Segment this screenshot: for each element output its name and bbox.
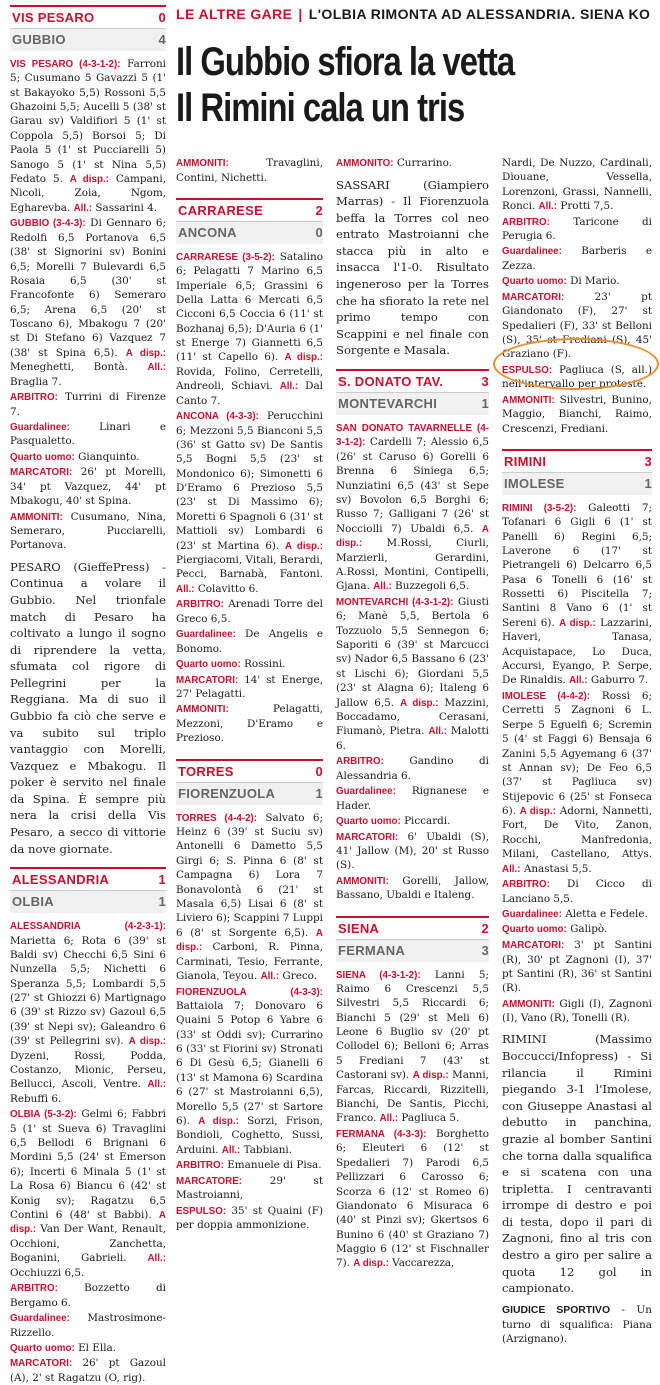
score: 2 xyxy=(481,920,489,936)
field-text: Borghetto 6; Eleuteri 6 (12' st Spedalieri 7) Parodi 6,5 Pellizzari 6 Carosso 6; Scorza 6 (12' st Romeo 6) Giandonato 6 Misuraca 6 (40' st Pinzi sv); Gkertsos 6 Bunino 6 (40' st Graziano 7) Maggio 6 (12' st Fischnaller 7). xyxy=(336,1127,490,1270)
match-report: PESARO (GieffePress) - Continua a volare il Gubbio. Nel trionfale match di Pesaro ha coltivato a lungo il sogno di riprendere la vetta, sfumata col rigore di Pellegrini per la Reggiana. Ma di suo il Gubbio fa ciò che serve e va subito sul triplo vantaggio con Morelli, Vazquez e Mbakogu. Il poker è servito nel finale da Spina. È sempre più nera la crisi della Vis Pesaro, a secco di vittorie da nove giornate. xyxy=(10,559,166,856)
field-label: All.: xyxy=(502,863,521,875)
field-text: Dyzeni, Rossi, Podda, Costanzo, Mionic, Perseu, Bellucci, Ascoli, Ventre. xyxy=(10,1049,166,1091)
field-label: ALESSANDRIA (4-2-3-1): xyxy=(10,921,166,933)
lineup-paragraph xyxy=(176,985,323,1158)
field-label: Quarto uomo: xyxy=(502,276,567,288)
field-label: AMMONITI: xyxy=(176,158,229,169)
field-text: GIUDICE SPORTIVO xyxy=(502,1304,611,1316)
field-text: Pagliuca 5. xyxy=(398,1112,460,1125)
field-text: Giusti 6; Manè 5,5, Bertola 6 Tozzuolo 5,5 Sennegon 6; Saporiti 6 (39' st Marcucci sv) Nador 6,5 Bassano 6 (23' st Lischi 6); Giordani 5,5 (23' st Alagna 6); Italeng 6 Jallow 6,5. xyxy=(336,595,489,709)
field-text: Gaburro 7. xyxy=(587,674,649,687)
lineup-paragraph xyxy=(336,421,489,594)
field-text: Occhiuzzi 6,5. xyxy=(10,1266,85,1279)
field-text: 6' Ubaldi (S), 41' Jallow (M), 20' st Russo (S). xyxy=(336,830,489,872)
match-info xyxy=(10,1356,166,1385)
team-name: FERMANA xyxy=(338,942,406,958)
match-info xyxy=(176,702,323,745)
section-kicker: LE ALTRE GARE xyxy=(176,6,293,22)
match-info xyxy=(502,922,652,937)
field-label: ARBITRO: xyxy=(176,599,224,611)
match-info xyxy=(502,244,652,273)
field-label: Quarto uomo: xyxy=(502,924,567,936)
lineup-paragraph xyxy=(336,1127,489,1271)
field-label: SIENA (4-3-1-2): xyxy=(336,969,421,981)
field-label: All.: xyxy=(147,1079,166,1091)
lineup-paragraph xyxy=(502,501,652,688)
field-text: Turrini di Firenze 7. xyxy=(10,391,166,418)
scoreboard-home xyxy=(502,449,652,473)
scoreboard-away xyxy=(176,783,323,805)
match-info xyxy=(10,465,166,508)
match-info xyxy=(10,1281,166,1310)
team-name: RIMINI xyxy=(504,453,547,469)
match-info xyxy=(502,393,652,436)
field-label: All.: xyxy=(221,1144,241,1156)
field-label: FERMANA (4-3-3): xyxy=(336,1128,427,1140)
field-text: Gandino di Alessandria 6. xyxy=(336,755,489,782)
field-label: A disp.: xyxy=(519,805,556,817)
field-text: Rignanese e Hader. xyxy=(336,785,489,812)
field-label: A disp.: xyxy=(176,927,323,954)
field-label: Quarto uomo: xyxy=(10,451,75,463)
score: 1 xyxy=(644,475,652,491)
field-text: Buzzegoli 6,5. xyxy=(391,580,470,593)
scoreboard-away xyxy=(336,393,489,415)
lineup-paragraph xyxy=(502,156,652,214)
field-label: All.: xyxy=(73,202,93,214)
field-text: Battaiola 7; Donovaro 6 Quaini 5 Potop 6 Yabre 6 (33' st Oddi sv); Currarino 6 (33' st Fiorini sv) Stronati 6 Di Gesù 6,5; Gianelli 6 (13' st Mamona 6) Scardina 6 (27' st Mastroianni 6,5), Morello 5,5 (27' st Sartore 6). xyxy=(176,1000,323,1127)
lineup-paragraph xyxy=(10,1107,166,1280)
field-label: VIS PESARO (4-3-1-2): xyxy=(10,58,121,70)
match-info xyxy=(336,156,489,171)
field-label: AMMONITI: xyxy=(502,998,555,1010)
score: 1 xyxy=(158,894,166,910)
field-label: All.: xyxy=(569,675,588,687)
field-text: Campani, Nicoli, Zoia, Ngom, Egharevba. xyxy=(10,172,166,214)
lineup-paragraph xyxy=(10,57,166,215)
field-label: ARBITRO: xyxy=(10,1283,58,1295)
field-text: Piccardi. xyxy=(400,815,451,828)
field-text: Braglia 7. xyxy=(10,375,62,388)
column-3 xyxy=(336,156,490,1270)
header-separator: | xyxy=(298,6,303,22)
team-name: VIS PESARO xyxy=(12,10,95,25)
field-label: OLBIA (5-3-2): xyxy=(10,1109,77,1121)
field-text: Currarino. xyxy=(393,157,452,169)
field-text: Taricone di Perugia 6. xyxy=(502,215,652,243)
field-label: AMMONITO: xyxy=(336,158,394,169)
team-name: GUBBIO xyxy=(12,31,66,47)
field-text: 29' st Mastroianni, xyxy=(176,1174,323,1202)
highlight-circle xyxy=(493,338,659,390)
field-label: GUBBIO (3-4-3): xyxy=(10,218,86,230)
team-name: MONTEVARCHI xyxy=(338,395,438,411)
field-label: AMMONITI: xyxy=(176,704,229,716)
field-label: ARBITRO: xyxy=(336,756,384,768)
field-label: A disp.: xyxy=(198,1115,239,1127)
scoreboard-home xyxy=(10,867,166,891)
field-text: 3' pt Santini (R), 30' pt Zagnoni (I), 37' pt Santini (R), 36' st Santini (R). xyxy=(502,938,652,995)
lineup-paragraph xyxy=(176,811,323,984)
section-subtitle: L'OLBIA RIMONTA AD ALESSANDRIA. SIENA KO xyxy=(308,6,651,22)
field-text: 26' pt Morelli, 34' pt Vazquez, 44' pt Mbakogu, 40' st Spina. xyxy=(10,466,166,508)
field-text: Cardelli 7; Alessio 6,5 (26' st Caruso 6) Gorelli 6 Brenna 6 Siniega 6,5; Nunziatini 6,5 (43' st Sepe sv) Bovolon 6,5 Borghi 6; Russo 7; Galligani 7 (26' st Nocciolli 7) Ubaldi 6,5. xyxy=(336,436,489,535)
match-info xyxy=(502,997,652,1026)
field-label: Quarto uomo: xyxy=(176,659,241,671)
field-text: Arenadi Torre del Greco 6,5. xyxy=(176,598,323,625)
field-label: All.: xyxy=(147,1253,166,1265)
score: 0 xyxy=(315,224,323,240)
field-label: A disp.: xyxy=(128,1036,166,1048)
team-name: S. DONATO TAV. xyxy=(338,373,444,389)
field-text: Sassarini 4. xyxy=(92,201,158,214)
field-text: Colavitto 6. xyxy=(194,582,259,595)
field-label: A disp.: xyxy=(400,697,439,709)
match-info xyxy=(176,156,323,185)
scoreboard-home xyxy=(176,759,323,783)
score: 1 xyxy=(315,785,323,801)
field-label: Quarto uomo: xyxy=(336,816,401,828)
field-text: Bozzetto di Bergamo 6. xyxy=(10,1282,166,1309)
field-label: MARCATORI: xyxy=(502,291,565,303)
team-name: SIENA xyxy=(338,920,380,936)
scoreboard-home xyxy=(176,198,323,222)
field-text: Emanuele di Pisa. xyxy=(223,1159,322,1172)
field-text: Farroni 5; Cusumano 5 Gavazzi 5 (1' st Bakayoko 5,5) Rossoni 5,5 Ghazoini 5,5; Aucelli 5 (38' st Garau sv) Valdifiori 5 (1' st Coppola 5,5) Borsoi 5; Di Paola 5 (1' st Pucciarelli 5) Sanogo 5 (1' st Nina 5,5) Fedato 5. xyxy=(10,57,166,185)
field-label: All.: xyxy=(279,381,299,393)
field-text: De Angelis e Bonomo. xyxy=(176,628,323,655)
match-info xyxy=(176,673,323,702)
scoreboard-away xyxy=(502,473,652,495)
match-report: SASSARI (Giampiero Marras) - Il Fiorenzuola beffa la Torres col neo entrato Mastroianni che stacca più in alto e insacca l'1-0. Risultato ingeneroso per la Torres che ha sfiorato la rete nel primo tempo con Scappini e nel finale con Sorgente e Masala. xyxy=(336,177,489,358)
field-label: IMOLESE (4-4-2): xyxy=(502,690,591,702)
field-label: All.: xyxy=(147,362,166,374)
field-text: M.Rossi, Ciurli, Marzierli, Gerardini, A.Rossi, Montini, Contipelli, Gjana. xyxy=(336,537,489,593)
field-label: ARBITRO: xyxy=(502,216,550,228)
field-label: MARCATORI: xyxy=(336,831,399,843)
field-label: MARCATORE: xyxy=(176,1175,243,1187)
field-text: Rebuffi 6. xyxy=(10,1092,62,1105)
field-label: Guardalinee: xyxy=(502,246,562,258)
team-name: ALESSANDRIA xyxy=(12,872,110,888)
disciplinary-note xyxy=(502,1303,652,1347)
lineup-paragraph xyxy=(502,689,652,876)
score: 0 xyxy=(158,10,166,25)
score: 3 xyxy=(481,373,489,389)
field-text: Gorelli, Jallow, Bassano, Ubaldi e Italeng. xyxy=(336,874,489,902)
field-label: MONTEVARCHI (4-3-1-2): xyxy=(336,596,454,608)
match-info xyxy=(176,1158,323,1173)
lineup-paragraph xyxy=(176,409,323,596)
section-header xyxy=(176,6,650,22)
scoreboard-away xyxy=(10,891,166,913)
field-text: Aletta e Fedele. xyxy=(561,907,648,920)
scoreboard-home xyxy=(10,5,166,29)
match-info xyxy=(502,907,652,922)
column-2 xyxy=(176,156,324,1232)
field-label: ARBITRO: xyxy=(502,879,550,891)
field-text: 26' pt Gazoul (A), 2' st Ragatzu (O, rig). xyxy=(10,1357,166,1384)
field-label: ESPULSO: xyxy=(176,1205,227,1217)
headline-line-1: Il Gubbio sfiora la vetta xyxy=(176,40,515,84)
score: 1 xyxy=(481,395,489,411)
headline-line-2: Il Rimini cala un tris xyxy=(176,86,465,130)
field-label: A disp.: xyxy=(284,540,323,552)
field-text: Tabbiani. xyxy=(240,1143,293,1156)
field-label: MARCATORI: xyxy=(10,1358,73,1370)
field-label: Guardalinee: xyxy=(336,786,396,798)
match-info xyxy=(336,830,489,873)
scoreboard-away xyxy=(10,29,166,51)
field-label: A disp.: xyxy=(10,1209,166,1236)
field-text: Pagliuca (S, all.) nell'intervallo per proteste. xyxy=(502,363,652,391)
field-label: Guardalinee: xyxy=(10,421,70,433)
field-text: Van Der Want, Renault, Occhioni, Zanchetta, Boganini, Gabrieli. xyxy=(10,1223,166,1265)
field-text: Galeotti 7; Tofanari 6 Gigli 6 (1' st Panelli 6) Regini 6,5; Laverone 6 (17' st Pietrangeli 6) Delcarro 6,5 Pasa 6 Tonelli 6 (16' st Rossetti 6) Piscitella 7; Santini 8 Vano 6 (1' st Sereni 6). xyxy=(502,501,653,629)
field-text: Greco. xyxy=(279,969,318,982)
field-text: Lanni 5; Raimo 6 Crescenzi 5,5 Silvestri 5,5 Riccardi 6; Bianchi 5 (29' st Meli 6) Leone 6 Buglio sv (20' pt Collodel 6); Belloni 6; Arras 5 Frediani 7 (43' st Castorani sv). xyxy=(336,968,489,1082)
field-text: Marietta 6; Rota 6 (39' st Baldi sv) Checchi 6,5 Sini 6 Nunzella 5,5; Nichetti 6 Speranza 5,5; Lombardi 5,5 (27' st Ghiozzi 6) Martignago 6 (39' st Rizzo sv) Gazoul 6,5 (39' st Nepi sv); Galeandro 6 (39' st Pellegrini sv). xyxy=(10,934,166,1048)
lineup-paragraph xyxy=(10,216,166,389)
match-info xyxy=(10,1311,166,1340)
field-text: Mazzini, Boccadamo, Cerasani, Fiumanò, Pietra. xyxy=(336,696,489,738)
field-label: ARBITRO: xyxy=(10,392,58,404)
team-name: TORRES xyxy=(178,763,234,779)
field-text: 35' st Quaini (F) per doppia ammonizione. xyxy=(176,1204,323,1232)
score: 4 xyxy=(158,31,166,47)
field-text: Meneghetti, Bontà. xyxy=(10,361,128,374)
match-info xyxy=(336,754,489,783)
field-label: All.: xyxy=(176,583,195,595)
scoreboard-home xyxy=(336,916,489,940)
field-text: Lazzarini, Haveri, Tanasa, Acquistapace, Lo Duca, Accursi, Eyango, P. Serpe, De Rinaldis. xyxy=(502,616,653,687)
field-text: Perucchini 6; Mezzoni 5,5 Bianconi 5,5 (36' st Gatto sv) De Santis 5,5 Bogni 5,5 (23' st Mondonico 6); Simonetti 6 D'Eramo 6 Prezioso 5,5 (23' st Di Massimo 6); Moretti 6 Spagnoli 6 (31' st Mattioli sv) Lombardi 6 (23' st Martina 6). xyxy=(176,410,323,552)
field-text: Sorzi, Frison, Bondioli, Coghetto, Sussi, Arduini. xyxy=(176,1114,323,1156)
field-label: ESPULSO: xyxy=(502,364,553,376)
field-label: FIORENZUOLA (4-3-3): xyxy=(176,986,323,998)
scoreboard-away xyxy=(176,222,323,244)
field-text: Linari e Pasqualetto. xyxy=(10,420,166,448)
field-text: Dal Canto 7. xyxy=(176,380,323,407)
field-text: Galipò. xyxy=(566,923,608,936)
field-label: A disp.: xyxy=(125,347,166,359)
field-label: All.: xyxy=(260,970,280,982)
field-text: Anastasi 5,5. xyxy=(520,862,592,875)
match-info xyxy=(502,274,652,289)
field-text: Adorni, Nannetti, Fort, De Vito, Zanon, Rocchi, Manfredonia, Milani, Castellano, Attys. xyxy=(502,804,652,861)
score: 2 xyxy=(315,202,323,218)
team-name: CARRARESE xyxy=(178,202,264,218)
scoreboard-away xyxy=(336,940,489,962)
field-text: El Ella. xyxy=(74,1341,117,1354)
lineup-paragraph xyxy=(10,919,166,1106)
team-name: ANCONA xyxy=(178,224,237,240)
field-text: 14' st Energe, 27' Pelagatti. xyxy=(176,673,323,701)
match-info xyxy=(176,657,323,672)
field-label: MARCATORI: xyxy=(176,674,239,686)
field-label: A disp.: xyxy=(559,617,596,629)
match-info xyxy=(336,814,489,829)
field-text: Gigli (I), Zagnoni (I), Vano (R), Tonelli (R). xyxy=(502,997,652,1025)
score: 3 xyxy=(481,942,489,958)
field-label: Guardalinee: xyxy=(10,1313,70,1325)
field-label: ARBITRO: xyxy=(176,1160,224,1172)
field-text: Silvestri, Bunino, Maggio, Bianchi, Raimo, Crescenzi, Frediani. xyxy=(502,393,652,435)
field-text: Malotti 6. xyxy=(336,725,489,752)
field-text: Rovida, Folino, Cerretelli, Andreoli, Schiavi. xyxy=(176,365,323,393)
field-label: SAN DONATO TAVARNELLE (4-3-1-2): xyxy=(336,422,489,449)
field-text: Rossini. xyxy=(240,658,286,671)
field-text: - Un turno di squalifica: Piana (Arzignano). xyxy=(502,1303,652,1346)
match-info xyxy=(502,938,652,996)
field-label: Quarto uomo: xyxy=(10,1342,75,1354)
match-info xyxy=(10,450,166,465)
field-text: Piergiacomi, Vitali, Berardi, Pecci, Barnabà, Fantoni. xyxy=(176,554,323,581)
match-info xyxy=(10,390,166,419)
field-text: Travaglini, Contini, Nichetti. xyxy=(176,157,323,184)
field-label: A disp.: xyxy=(69,173,109,185)
field-label: All.: xyxy=(379,1113,399,1125)
match-info xyxy=(176,627,323,656)
lineup-paragraph xyxy=(336,595,489,753)
field-text: Gelmi 6; Fabbri 5 (1' st Sueva 6) Travaglini 6,5 Bellodi 6 Brignani 6 Mordini 5,5 (24' st Emerson 6); Incerti 6 Minala 5 (1' st La Rosa 6) Biancu 6 (42' st Konig sv); Ragatzu 6,5 Contini 6 (48' st Babbi). xyxy=(10,1108,166,1221)
match-info xyxy=(336,874,489,903)
match-info xyxy=(176,1204,323,1233)
field-label: MARCATORI: xyxy=(10,467,73,479)
lineup-paragraph xyxy=(336,968,489,1126)
field-text: Di Mario. xyxy=(566,275,620,288)
field-label: AMMONITI: xyxy=(10,511,63,523)
score: 1 xyxy=(158,872,166,888)
team-name: FIORENZUOLA xyxy=(178,785,276,801)
match-info xyxy=(336,784,489,813)
field-label: A disp.: xyxy=(284,352,323,364)
field-label: MARCATORI: xyxy=(502,939,565,951)
field-label: All.: xyxy=(538,201,558,213)
field-text: Rossi 6; Cerretti 5 Zagnoni 6 L. Serpe 5 Eguelfi 6; Scremin 5 (4' st Faggi 6) Bensaja 6 Zanini 5,5 Agyemang 6 (37' st Annan sv); De Feo 6,5 (37' st Pagliuca sv) Stijepovic 6 (25' st Fonseca 6). xyxy=(502,689,652,817)
column-4 xyxy=(502,156,653,1346)
match-info xyxy=(502,877,652,906)
column-1 xyxy=(10,5,166,1384)
field-text: Satalino 6; Pelagatti 7 Marino 6,5 Imperiale 6,5; Grassini 6 Della Latta 6 Mercati 6,5 Cicconi 6,5 Coccia 6 (11' st Bozhanaj 6,5); D'Auria 6 (1' st Energe 7) Giannetti 6,5 (11' st Capello 6). xyxy=(176,250,323,364)
field-label: A disp.: xyxy=(412,1070,449,1082)
lineup-paragraph xyxy=(176,250,323,408)
field-label: ANCONA (4-3-3): xyxy=(176,411,259,423)
field-text: 23' pt Giandonato (F), 27' st Spedalieri (F), 33' st Belloni (S), 35' st Frediani (S), 45' Graziano (F). xyxy=(502,290,652,361)
field-text: Manni, Farcas, Riccardi, Rizzitelli, Bianchi, De Santis, Picchi, Franco. xyxy=(336,1069,489,1125)
field-label: A disp.: xyxy=(336,523,489,550)
field-text: Di Gennaro 6; Redolfi 6,5 Portanova 6,5 (38' st Signorini sv) Bonini 6,5; Morelli 7 Bulevardi 6,5 Rosaia 6,5 (30' st Francofonte 6) Semeraro 6,5; Arena 6,5 (20' st Toscano 6), Mbakogu 7 (20' st Di Stefano 6) Vazquez 7 (38' st Spina 6,5). xyxy=(10,217,166,359)
field-text: Di Cicco di Lanciano 5,5. xyxy=(502,878,652,905)
field-label: Guardalinee: xyxy=(176,629,236,641)
field-text: Nardi, De Nuzzo, Cardinali, Diouane, Vessella, Lorenzoni, Grassi, Nannelli, Ronci. xyxy=(502,157,652,213)
scoreboard-home xyxy=(336,369,489,393)
match-info xyxy=(176,597,323,626)
match-info xyxy=(10,510,166,553)
field-text: Vaccarezza, xyxy=(388,1257,455,1270)
field-text: Barberis e Zezza. xyxy=(502,245,652,272)
field-text: Protti 7,5. xyxy=(557,200,614,213)
field-label: All.: xyxy=(428,726,447,738)
field-label: RIMINI (3-5-2): xyxy=(502,502,577,514)
field-label: AMMONITI: xyxy=(336,875,389,887)
field-text: Salvato 6; Heinz 6 (39' st Suciu sv) Antonelli 6 Dametto 5,5 Girgi 6; S. Pinna 6 (8' st Campagna 6) Lora 7 Bonavolontà 6 (21' st Masala 6,5) Lisai 6 (8' st Liviero 6); Scappini 7 Luppi 6 (8' st Sorgente 6,5). xyxy=(176,811,324,939)
score: 0 xyxy=(315,763,323,779)
match-info xyxy=(502,215,652,244)
score: 3 xyxy=(644,453,652,469)
field-text: Mastrosimone-Rizzello. xyxy=(10,1312,166,1339)
match-info xyxy=(10,1341,166,1356)
team-name: OLBIA xyxy=(12,894,54,910)
match-report: RIMINI (Massimo Boccucci/Infopress) - Si rilancia il Rimini piegando 3-1 l'Imolese, con Giuseppe Anastasi al debutto in panchina, grazie al bomber Santini che torna dalla squalifica e si scatena con una tripletta. I centravanti irrompe di destro e poi di testa, dopo il pari di Zagnoni, fino al tris con destro a giro per salire a quota 12 gol in campionato. xyxy=(502,1032,652,1296)
field-text: Pelagatti, Mezzoni, D'Eramo e Prezioso. xyxy=(176,703,323,745)
match-info xyxy=(176,1174,323,1203)
field-text: Cusumano, Nina, Semeraro, Pucciarelli, Portanova. xyxy=(10,510,166,552)
field-text: Carboni, R. Pinna, Carminati, Tesio, Ferrante, Gianola, Teyou. xyxy=(176,941,323,982)
field-label: TORRES (4-4-2): xyxy=(176,812,258,824)
match-info xyxy=(10,420,166,449)
field-label: CARRARESE (3-5-2): xyxy=(176,251,275,263)
field-label: Guardalinee: xyxy=(502,908,562,920)
field-label: A disp.: xyxy=(353,1258,389,1270)
field-text: Gianquinto. xyxy=(74,450,140,463)
field-label: AMMONITI: xyxy=(502,394,555,406)
team-name: IMOLESE xyxy=(504,475,565,491)
field-label: All.: xyxy=(373,581,392,593)
